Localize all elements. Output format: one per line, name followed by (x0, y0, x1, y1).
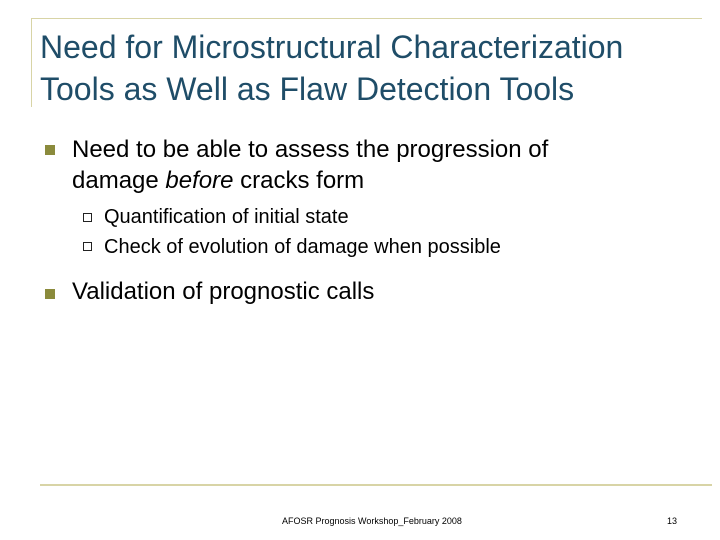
page-number: 13 (667, 516, 678, 526)
bullet-1-text-b: cracks form (233, 167, 365, 194)
footer-rule (40, 484, 712, 486)
sub-bullet-1: Quantification of initial state (104, 206, 349, 228)
slide-title-line-2: Tools as Well as Flaw Detection Tools (40, 71, 575, 107)
bullet-1-line-1: Need to be able to assess the progression of (72, 136, 549, 163)
footer-caption: AFOSR Prognosis Workshop_February 2008 (282, 516, 462, 526)
sub-bullet-2: Check of evolution of damage when possible (104, 236, 501, 258)
slide-title-line-1: Need for Microstructural Characterization (40, 29, 624, 65)
bullet-1-emphasis: before (165, 167, 234, 194)
square-bullet-icon (45, 289, 55, 299)
checkbox-bullet-icon (83, 213, 92, 222)
square-bullet-icon (45, 145, 55, 155)
checkbox-bullet-icon (83, 242, 92, 251)
bullet-2-text: Validation of prognostic calls (72, 278, 375, 305)
bullet-1-line-2 (72, 166, 364, 196)
bullet-1-text-a: damage (72, 167, 166, 194)
